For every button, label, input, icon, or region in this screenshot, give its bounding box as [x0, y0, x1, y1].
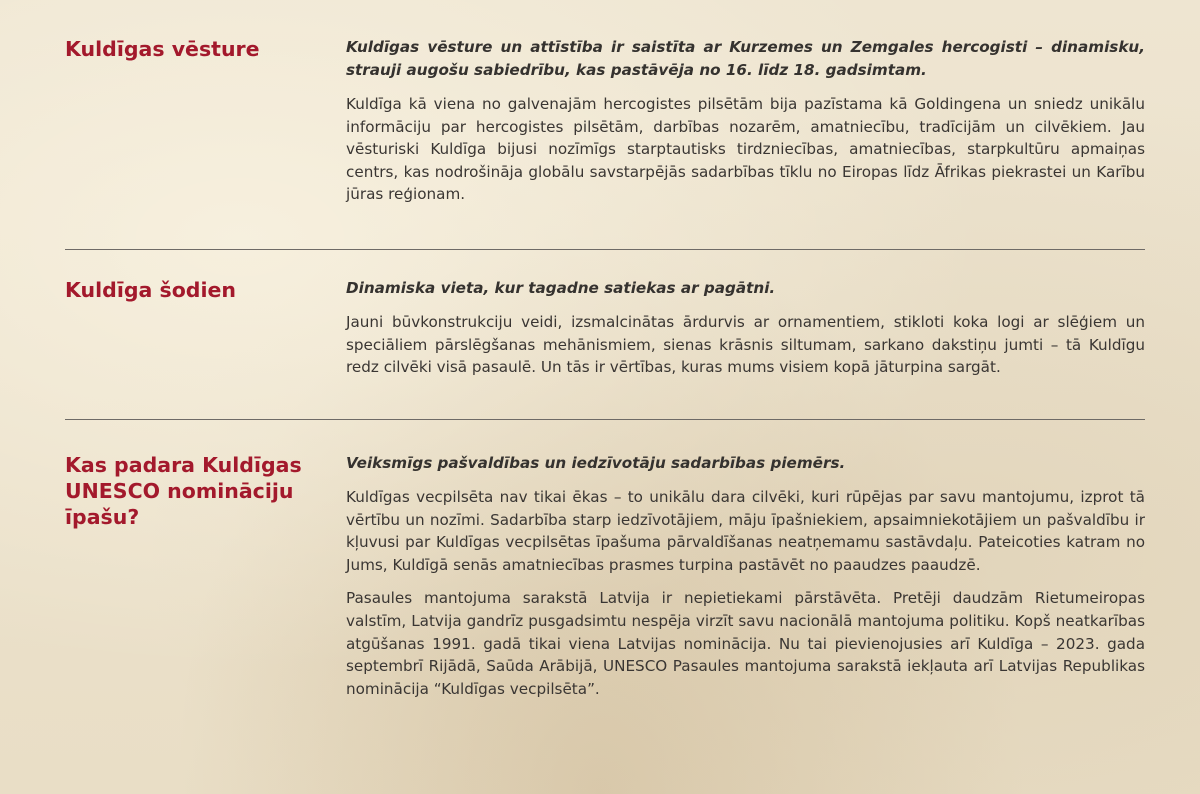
section-body [346, 277, 1145, 390]
section-lead: Veiksmīgs pašvaldības un iedzīvotāju sadarbības piemērs. [346, 454, 846, 472]
section-heading: Kas padara Kuldīgas UNESCO nomināciju īpašu? [65, 453, 302, 529]
section-divider [65, 249, 1145, 250]
section-paragraph: Kuldīga kā viena no galvenajām hercogistes pilsētām bija pazīstama kā Goldingena un sniedz unikālu informāciju par hercogistes pilsētām, darbības nozarēm, amatniecību, tradīcijām un cilvēkiem. Jau vēsturiski Kuldīga bijusi nozīmīgs starptautisks tirdzniecības, amatniecības, starpkultūru apmaiņas centrs, kas nodrošināja globālu savstarpējās sadarbības tīklu no Eiropas līdz Āfrikas piekrastei un Karību jūras reģionam. [346, 95, 1145, 204]
section-paragraph: Jauni būvkonstrukciju veidi, izsmalcinātas ārdurvis ar ornamentiem, stikloti koka logi ar slēģiem un speciāliem pārslēgšanas mehānismiem, sienas krāsnis siltumam, sarkano dakstiņu jumti – tā Kuldīgu redz cilvēki visā pasaulē. Un tās ir vērtības, kuras mums visiem kopā jāturpina sargāt. [346, 313, 1145, 377]
section-body [346, 36, 1145, 217]
section-heading: Kuldīga šodien [65, 278, 236, 302]
section-lead: Dinamiska vieta, kur tagadne satiekas ar pagātni. [346, 279, 776, 297]
section-lead: Kuldīgas vēsture un attīstība ir saistīta ar Kurzemes un Zemgales hercogisti – dinamisku, strauji augošu sabiedrību, kas pastāvēja no 16. līdz 18. gadsimtam. [346, 38, 1145, 79]
section-body [346, 452, 1145, 711]
section-divider [65, 419, 1145, 420]
section-paragraph: Pasaules mantojuma sarakstā Latvija ir nepietiekami pārstāvēta. Pretēji daudzām Rietumeiropas valstīm, Latvija gandrīz pusgadsimtu nespēja virzīt savu nacionālā mantojuma politiku. Kopš neatkarības atgūšanas 1991. gadā tikai viena Latvijas nominācija. Nu tai pievienojusies arī Kuldīga – 2023. gada septembrī Rijādā, Saūda Arābijā, UNESCO Pasaules mantojuma sarakstā iekļauta arī Latvijas Republikas nominācija “Kuldīgas vecpilsēta”. [346, 589, 1145, 698]
section-paragraph: Kuldīgas vecpilsēta nav tikai ēkas – to unikālu dara cilvēki, kuri rūpējas par savu mantojumu, izprot tā vērtību un nozīmi. Sadarbība starp iedzīvotājiem, māju īpašniekiem, apsaimniekotājiem un pašvaldību ir kļuvusi par Kuldīgas vecpilsētas īpašuma pārvaldīšanas neatņemamu sastāvdaļu. Pateicoties katram no Jums, Kuldīgā senās amatniecības prasmes turpina pastāvēt no paaudzes paaudzē. [346, 488, 1145, 574]
section-heading: Kuldīgas vēsture [65, 37, 260, 61]
